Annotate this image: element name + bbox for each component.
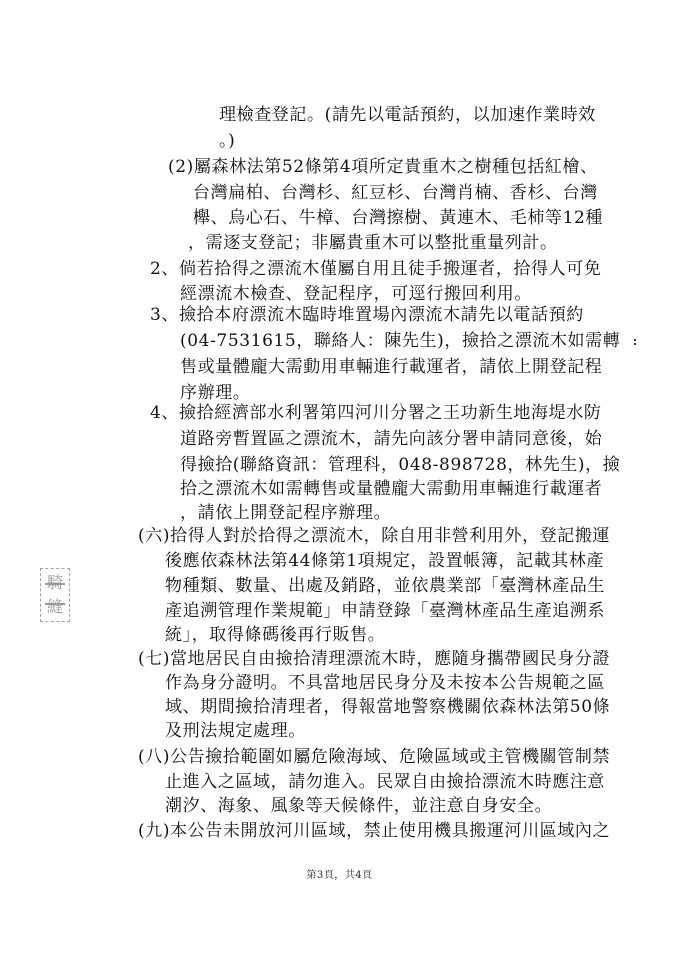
- seam-stamp: [40, 568, 70, 622]
- text-line: 道路旁暫置區之漂流木，請先向該分署申請同意後，始: [180, 429, 603, 449]
- stamp-text: 騎縫: [46, 573, 63, 616]
- text-line: (七)當地居民自由撿拾清理漂流木時，應隨身攜帶國民身分證: [138, 649, 611, 669]
- text-line: 3、撿拾本府漂流木臨時堆置場內漂流木請先以電話預約: [150, 305, 584, 325]
- text-line: 櫸、烏心石、牛樟、台灣擦樹、黃連木、毛柿等12種: [193, 208, 604, 228]
- text-line: (04-7531615，聯絡人：陳先生)，撿拾之漂流木如需轉: [180, 331, 621, 351]
- text-line: ，需逐支登記；非屬貴重木可以整批重量列計。: [188, 233, 558, 253]
- text-line: 4、撿拾經濟部水利署第四河川分署之王功新生地海堤水防: [150, 403, 602, 423]
- text-line: 。): [219, 131, 236, 151]
- text-line: (2)屬森林法第52條第4項所定貴重木之樹種包括紅檜、: [168, 157, 598, 177]
- text-line: 物種類、數量、出處及銷路，並依農業部「臺灣林產品生: [165, 576, 605, 596]
- text-line: 產追溯管理作業規範」申請登錄「臺灣林產品生產追溯系: [165, 601, 605, 621]
- text-line: ，請依上開登記程序辦理。: [180, 503, 392, 523]
- text-line: (六)拾得人對於拾得之漂流木，除自用非營利用外，登記搬運: [138, 526, 611, 546]
- text-line: (九)本公告未開放河川區域，禁止使用機具搬運河川區域內之: [138, 821, 611, 841]
- text-line: 2、倘若拾得之漂流木僅屬自用且徒手搬運者，拾得人可免: [150, 259, 602, 279]
- text-line: 潮汐、海象、風象等天候條件，並注意自身安全。: [165, 796, 553, 816]
- text-line: 序辦理。: [180, 383, 251, 403]
- text-line: 經漂流木檢查、登記程序，可逕行搬回利用。: [180, 284, 532, 304]
- text-line: (八)公告撿拾範圍如屬危險海域、危險區域或主管機關管制禁: [138, 747, 611, 767]
- scan-speck: [634, 339, 637, 349]
- text-line: 後應依森林法第44條第1項規定，設置帳簿，記載其林產: [165, 551, 605, 571]
- text-line: 止進入之區域，請勿進入。民眾自由撿拾漂流木時應注意: [165, 772, 605, 792]
- text-line: 拾之漂流木如需轉售或量體龐大需動用車輛進行載運者: [180, 479, 603, 499]
- text-line: 域、期間撿拾清理者，得報當地警察機關依森林法第50條: [165, 697, 611, 717]
- page-number: 第3頁，共4頁: [306, 870, 373, 881]
- text-line: 統」，取得條碼後再行販售。: [165, 625, 386, 645]
- text-line: 得撿拾(聯絡資訊：管理科，048-898728，林先生)，撿: [180, 455, 621, 475]
- text-line: 台灣扁柏、台灣杉、紅豆杉、台灣肖楠、香杉、台灣: [193, 183, 598, 203]
- text-line: 理檢查登記。(請先以電話預約，以加速作業時效: [219, 105, 596, 125]
- text-line: 及刑法規定處理。: [165, 721, 306, 741]
- text-line: 作為身分證明。不具當地居民身分及未按本公告規範之區: [165, 673, 605, 693]
- text-line: 售或量體龐大需動用車輛進行載運者，請依上開登記程: [180, 357, 603, 377]
